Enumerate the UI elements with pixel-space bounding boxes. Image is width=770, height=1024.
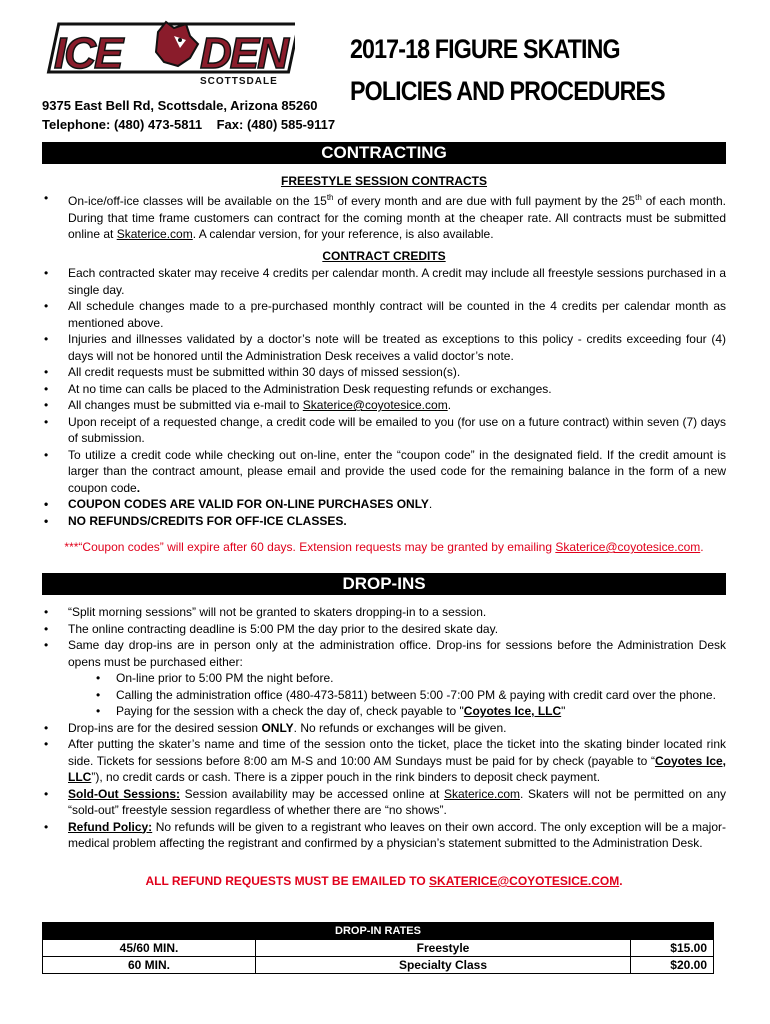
address-line: 9375 East Bell Rd, Scottsdale, Arizona 85260 [42, 98, 318, 113]
list-item: • To utilize a credit code while checking out on-line, enter the “coupon code” in the designated field. If the credit amount is larger than the contract amount, please email and provide the used code for the remaining balance in the form of a new coupon code. [42, 447, 726, 497]
list-item: • At no time can calls be placed to the Administration Desk requesting refunds or exchanges. [42, 381, 726, 398]
list-item: • Refund Policy: No refunds will be given to a registrant who leaves on their own accord. The only exception will be a major-medical problem affecting the registrant and confirmed by a physician’s statement submitted to the Administration Desk. [42, 819, 726, 852]
page-title [350, 28, 677, 112]
coupon-expiry-note: ***“Coupon codes” will expire after 60 days. Extension requests may be granted by emailing Skaterice@coyotesice.com. [64, 540, 704, 554]
dropins-list [42, 604, 726, 852]
list-item: • The online contracting deadline is 5:00 PM the day prior to the desired skate day. [42, 621, 726, 638]
title-line-2: POLICIES AND PROCEDURES [350, 76, 665, 106]
list-item: • Each contracted skater may receive 4 credits per calendar month. A credit may include all freestyle sessions purchased in a single day. [42, 265, 726, 298]
ice-den-logo [40, 18, 295, 90]
table-header-row [43, 923, 714, 940]
purchase-options-list [68, 670, 726, 720]
logo-word-left: ICE [54, 29, 122, 78]
refund-email-note: ALL REFUND REQUESTS MUST BE EMAILED TO SKATERICE@COYOTESICE.COM. [145, 874, 623, 888]
list-item: • All schedule changes made to a pre-purchased monthly contract will be counted in the 4 credits per calendar month as mentioned above. [42, 298, 726, 331]
freestyle-subheading: FREESTYLE SESSION CONTRACTS [280, 174, 488, 188]
list-item: • “Split morning sessions” will not be granted to skaters dropping-in to a session. [42, 604, 726, 621]
dropin-rates-table [42, 922, 714, 974]
freestyle-list [42, 190, 726, 243]
dropins-heading: DROP-INS [42, 573, 726, 595]
rates-heading: DROP-IN RATES [43, 923, 714, 940]
logo-graphic [40, 18, 295, 90]
logo-sub: SCOTTSDALE [200, 76, 278, 87]
list-item: • Calling the administration office (480-473-5811) between 5:00 -7:00 PM & paying with credit card over the phone. [68, 687, 726, 704]
list-item: • All credit requests must be submitted within 30 days of missed session(s). [42, 364, 726, 381]
list-item: • Sold-Out Sessions: Session availability may be accessed online at Skaterice.com. Skaters will not be permitted on any “sold-out” freestyle session regardless of whether there are “no shows”. [42, 786, 726, 819]
list-item: • COUPON CODES ARE VALID FOR ON-LINE PURCHASES ONLY. [42, 496, 726, 513]
list-item: • On-ice/off-ice classes will be available on the 15th of every month and are due with full payment by the 25th of each month. During that time frame customers can contract for the coming month at the cheaper rate. All contracts must be submitted online at Skaterice.com. A calendar version, for your reference, is also available. [42, 190, 726, 243]
list-item: • Drop-ins are for the desired session ONLY. No refunds or exchanges will be given. [42, 720, 726, 737]
rate-duration: 45/60 MIN. [43, 940, 256, 957]
skaterice-link[interactable]: Skaterice.com [116, 227, 193, 241]
contact-block [42, 96, 335, 134]
credits-list [42, 265, 726, 529]
rate-type: Specialty Class [256, 957, 631, 974]
skaterice-link[interactable]: Skaterice.com [444, 786, 521, 801]
table-row [43, 940, 714, 957]
title-line-1: 2017-18 FIGURE SKATING [350, 34, 620, 64]
list-item: • Injuries and illnesses validated by a doctor’s note will be treated as exceptions to this policy - credits exceeding four (4) days will not be honored until the Administration Desk receives a valid doctor’s note. [42, 331, 726, 364]
rate-price: $15.00 [631, 940, 714, 957]
coupon-email-link[interactable]: Skaterice@coyotesice.com [555, 540, 701, 554]
logo-word-right: DEN [200, 29, 287, 78]
list-item: • Paying for the session with a check the day of, check payable to "Coyotes Ice, LLC" [68, 703, 726, 720]
list-item: • After putting the skater’s name and time of the session onto the ticket, place the ticket into the skating binder located rink side. Tickets for sessions before 8:00 am M-S and 10:00 AM Sundays must be paid for by check (payable to “Coyotes Ice, LLC”), no credit cards or cash. There is a zipper pouch in the rink binders to deposit check payment. [42, 736, 726, 786]
rate-duration: 60 MIN. [43, 957, 256, 974]
rate-type: Freestyle [256, 940, 631, 957]
list-item: • Upon receipt of a requested change, a credit code will be emailed to you (for use on a future contract) within seven (7) days of submission. [42, 414, 726, 447]
credits-subheading: CONTRACT CREDITS [322, 249, 446, 263]
list-item: • On-line prior to 5:00 PM the night before. [68, 670, 726, 687]
list-item: • NO REFUNDS/CREDITS FOR OFF-ICE CLASSES. [42, 513, 726, 530]
list-item: • All changes must be submitted via e-mail to Skaterice@coyotesice.com. [42, 397, 726, 414]
rate-price: $20.00 [631, 957, 714, 974]
list-item: • Same day drop-ins are in person only at the administration office. Drop-ins for sessions before the Administration Desk opens must be purchased either: • On-line prior to 5:00 PM the night before. • Calling the administration office (480-473-5811) between 5:00 -7:00 PM & paying with credit card over the phone. • Paying for the session with a check the day of, check payable to "Coyotes Ice, LLC" [42, 637, 726, 720]
refund-email-link[interactable]: SKATERICE@COYOTESICE.COM [429, 874, 620, 888]
table-row [43, 957, 714, 974]
email-link[interactable]: Skaterice@coyotesice.com [302, 398, 448, 412]
contracting-heading: CONTRACTING [42, 142, 726, 164]
phone-line: Telephone: (480) 473-5811 Fax: (480) 585-9117 [42, 117, 336, 132]
